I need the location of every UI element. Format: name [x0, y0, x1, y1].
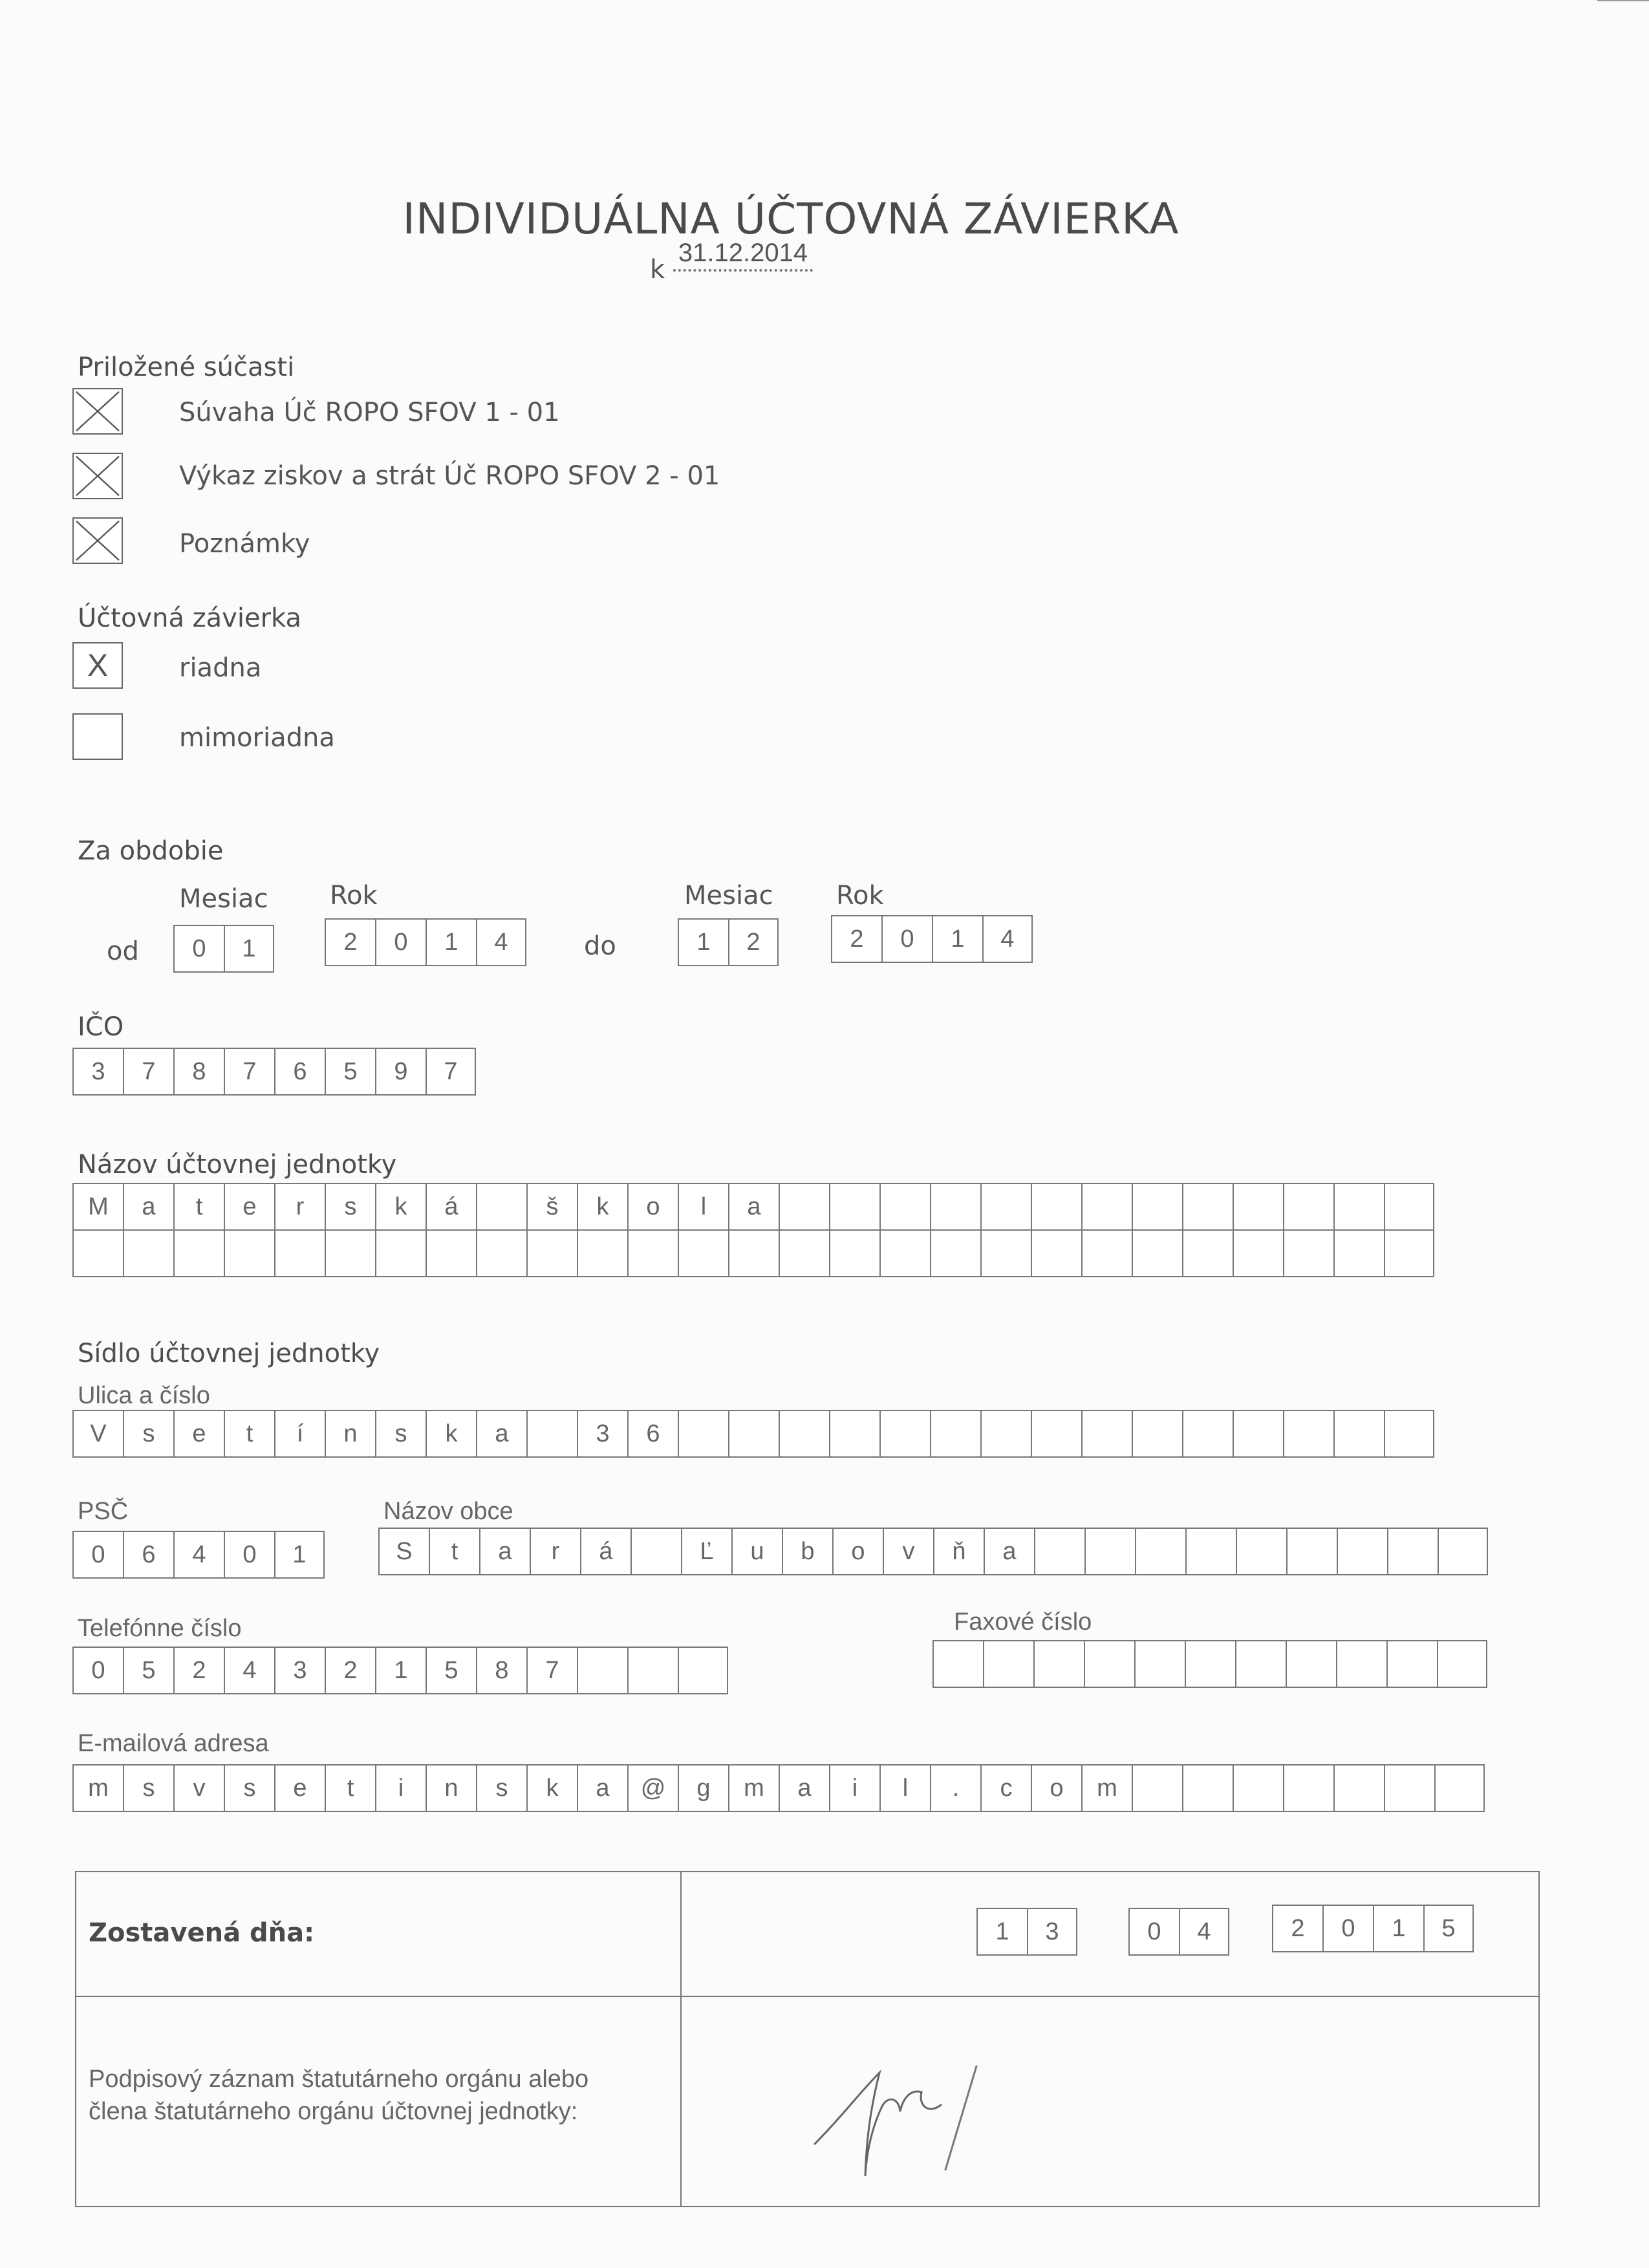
char-box[interactable]: 5: [325, 1048, 375, 1096]
char-box[interactable]: l: [879, 1764, 930, 1812]
from-year-boxes[interactable]: [325, 918, 526, 966]
char-box[interactable]: [930, 1183, 980, 1231]
char-box[interactable]: 2: [173, 1647, 224, 1694]
to-month-label: Mesiac: [684, 881, 773, 911]
char-box[interactable]: [72, 1229, 123, 1277]
signature-label: [89, 2063, 588, 2128]
char-box[interactable]: k: [426, 1410, 476, 1458]
char-box[interactable]: [1081, 1410, 1132, 1458]
char-box[interactable]: [1235, 1640, 1286, 1688]
char-box[interactable]: i: [829, 1764, 879, 1812]
char-box[interactable]: [1134, 1640, 1185, 1688]
char-box[interactable]: @: [627, 1764, 678, 1812]
char-box[interactable]: b: [782, 1528, 832, 1575]
char-box[interactable]: [476, 1229, 526, 1277]
char-box[interactable]: [879, 1410, 930, 1458]
char-box[interactable]: [728, 1229, 779, 1277]
closing-type-heading: Účtovná závierka: [78, 603, 301, 633]
char-box[interactable]: r: [530, 1528, 580, 1575]
report-date: [650, 239, 813, 285]
char-box[interactable]: [1286, 1640, 1336, 1688]
char-box[interactable]: o: [1031, 1764, 1081, 1812]
char-box[interactable]: [630, 1528, 681, 1575]
char-box[interactable]: [980, 1229, 1031, 1277]
char-box[interactable]: 2: [325, 1647, 375, 1694]
ico-boxes[interactable]: [72, 1048, 476, 1096]
char-box[interactable]: 3: [577, 1410, 627, 1458]
compiled-label: Zostavená dňa:: [89, 1918, 315, 1948]
char-box[interactable]: [1081, 1183, 1132, 1231]
char-box[interactable]: 0: [1128, 1908, 1179, 1956]
char-box[interactable]: [1384, 1410, 1434, 1458]
char-box[interactable]: 1: [375, 1647, 426, 1694]
char-box[interactable]: v: [173, 1764, 224, 1812]
char-box[interactable]: [829, 1229, 879, 1277]
fax-boxes[interactable]: [932, 1640, 1487, 1688]
char-box[interactable]: [779, 1410, 829, 1458]
char-box[interactable]: 2: [1272, 1905, 1322, 1952]
char-box[interactable]: t: [173, 1183, 224, 1231]
char-box[interactable]: k: [577, 1183, 627, 1231]
char-box[interactable]: [1286, 1528, 1337, 1575]
char-box[interactable]: [426, 1229, 476, 1277]
char-box[interactable]: a: [476, 1410, 526, 1458]
to-year-label: Rok: [836, 881, 884, 911]
char-box[interactable]: [1283, 1229, 1333, 1277]
char-box[interactable]: [274, 1229, 325, 1277]
attachments-heading: Priložené súčasti: [78, 352, 295, 382]
char-box[interactable]: 4: [224, 1647, 274, 1694]
char-box[interactable]: [1132, 1183, 1182, 1231]
char-box[interactable]: 2: [325, 918, 375, 966]
regular-checkbox[interactable]: [72, 642, 123, 689]
from-label: od: [107, 936, 139, 966]
char-box[interactable]: o: [627, 1183, 678, 1231]
char-box[interactable]: [1233, 1183, 1283, 1231]
char-box[interactable]: e: [224, 1183, 274, 1231]
entity-name-row1[interactable]: [72, 1183, 1434, 1231]
char-box[interactable]: [879, 1229, 930, 1277]
char-box[interactable]: m: [728, 1764, 779, 1812]
char-box[interactable]: [375, 1229, 426, 1277]
char-box[interactable]: .: [930, 1764, 980, 1812]
balance-sheet-label: Súvaha Úč ROPO SFOV 1 - 01: [179, 398, 560, 427]
compiled-year-boxes[interactable]: [1272, 1905, 1474, 1952]
signature-label-line1: Podpisový záznam štatutárneho orgánu alebo: [89, 2066, 589, 2093]
char-box[interactable]: 9: [375, 1048, 426, 1096]
char-box[interactable]: s: [123, 1764, 173, 1812]
char-box[interactable]: [1386, 1640, 1437, 1688]
char-box[interactable]: k: [375, 1183, 426, 1231]
extraordinary-checkbox[interactable]: [72, 713, 123, 760]
char-box[interactable]: [1084, 1528, 1135, 1575]
char-box[interactable]: [577, 1647, 627, 1694]
char-box[interactable]: [1236, 1528, 1286, 1575]
char-box[interactable]: [728, 1410, 779, 1458]
char-box[interactable]: c: [980, 1764, 1031, 1812]
char-box[interactable]: [1384, 1764, 1434, 1812]
balance-sheet-checkbox[interactable]: [72, 388, 123, 435]
phone-boxes[interactable]: [72, 1647, 728, 1694]
char-box[interactable]: [779, 1229, 829, 1277]
char-box[interactable]: s: [224, 1764, 274, 1812]
char-box[interactable]: [1182, 1229, 1233, 1277]
char-box[interactable]: s: [375, 1410, 426, 1458]
char-box[interactable]: [1336, 1640, 1386, 1688]
date-prefix: k: [650, 255, 665, 285]
char-box[interactable]: M: [72, 1183, 123, 1231]
cross-mark-icon: [74, 519, 122, 563]
char-box[interactable]: [1132, 1229, 1182, 1277]
char-box[interactable]: s: [123, 1410, 173, 1458]
char-box[interactable]: 8: [173, 1048, 224, 1096]
cross-mark-icon: [74, 389, 122, 433]
char-box[interactable]: 7: [224, 1048, 274, 1096]
char-box[interactable]: 1: [274, 1531, 325, 1579]
char-box[interactable]: [779, 1183, 829, 1231]
char-box[interactable]: [173, 1229, 224, 1277]
char-box[interactable]: [932, 1640, 983, 1688]
char-box[interactable]: [1031, 1229, 1081, 1277]
char-box[interactable]: u: [731, 1528, 782, 1575]
char-box[interactable]: 5: [123, 1647, 173, 1694]
scan-edge-line: [1597, 0, 1649, 1]
char-box[interactable]: [1384, 1183, 1434, 1231]
char-box[interactable]: 3: [274, 1647, 325, 1694]
char-box[interactable]: í: [274, 1410, 325, 1458]
char-box[interactable]: á: [580, 1528, 630, 1575]
char-box[interactable]: [1233, 1764, 1283, 1812]
char-box[interactable]: 3: [1027, 1908, 1077, 1956]
char-box[interactable]: a: [123, 1183, 173, 1231]
char-box[interactable]: 5: [426, 1647, 476, 1694]
char-box[interactable]: k: [526, 1764, 577, 1812]
char-box[interactable]: 1: [932, 915, 982, 963]
cross-mark-icon: [74, 454, 122, 498]
char-box[interactable]: v: [883, 1528, 933, 1575]
extraordinary-mark: [74, 715, 122, 759]
seat-heading: Sídlo účtovnej jednotky: [78, 1339, 380, 1368]
to-year-boxes[interactable]: [831, 915, 1033, 963]
char-box[interactable]: [930, 1229, 980, 1277]
char-box[interactable]: e: [274, 1764, 325, 1812]
char-box[interactable]: [577, 1229, 627, 1277]
char-box[interactable]: ň: [933, 1528, 984, 1575]
char-box[interactable]: t: [325, 1764, 375, 1812]
section-divider-horizontal: [75, 1996, 1540, 1997]
char-box[interactable]: š: [526, 1183, 577, 1231]
from-month-label: Mesiac: [179, 884, 268, 914]
char-box[interactable]: 1: [426, 918, 476, 966]
char-box[interactable]: 4: [173, 1531, 224, 1579]
from-month-boxes[interactable]: [173, 925, 274, 973]
char-box[interactable]: [1283, 1183, 1333, 1231]
char-box[interactable]: r: [274, 1183, 325, 1231]
char-box[interactable]: a: [479, 1528, 530, 1575]
char-box[interactable]: [1387, 1528, 1438, 1575]
signature-label-line2: člena štatutárneho orgánu účtovnej jednotky:: [89, 2098, 578, 2125]
compiled-day-boxes[interactable]: [976, 1908, 1077, 1956]
char-box[interactable]: 4: [476, 918, 526, 966]
char-box[interactable]: 0: [224, 1531, 274, 1579]
char-box[interactable]: [526, 1410, 577, 1458]
char-box[interactable]: a: [728, 1183, 779, 1231]
char-box[interactable]: [678, 1410, 728, 1458]
char-box[interactable]: 6: [123, 1531, 173, 1579]
char-box[interactable]: S: [378, 1528, 429, 1575]
char-box[interactable]: [1438, 1528, 1488, 1575]
char-box[interactable]: o: [832, 1528, 883, 1575]
char-box[interactable]: 4: [1179, 1908, 1229, 1956]
to-label: do: [584, 931, 616, 961]
char-box[interactable]: 2: [831, 915, 881, 963]
char-box[interactable]: á: [426, 1183, 476, 1231]
char-box[interactable]: V: [72, 1410, 123, 1458]
street-label: Ulica a číslo: [78, 1382, 210, 1409]
char-box[interactable]: [1034, 1528, 1084, 1575]
char-box[interactable]: 0: [173, 925, 224, 973]
char-box[interactable]: [1031, 1183, 1081, 1231]
char-box[interactable]: 0: [375, 918, 426, 966]
char-box[interactable]: [1135, 1528, 1185, 1575]
char-box[interactable]: 6: [627, 1410, 678, 1458]
char-box[interactable]: [1185, 1528, 1236, 1575]
char-box[interactable]: [1182, 1410, 1233, 1458]
income-statement-label: Výkaz ziskov a strát Úč ROPO SFOV 2 - 01: [179, 461, 720, 491]
char-box[interactable]: 7: [426, 1048, 476, 1096]
char-box[interactable]: [1233, 1229, 1283, 1277]
char-box[interactable]: [325, 1229, 375, 1277]
char-box[interactable]: [627, 1647, 678, 1694]
char-box[interactable]: [1132, 1764, 1182, 1812]
char-box[interactable]: [829, 1183, 879, 1231]
char-box[interactable]: [1384, 1229, 1434, 1277]
char-box[interactable]: 3: [72, 1048, 123, 1096]
char-box[interactable]: [627, 1229, 678, 1277]
char-box[interactable]: [1031, 1410, 1081, 1458]
char-box[interactable]: 0: [1322, 1905, 1373, 1952]
extraordinary-label: mimoriadna: [179, 723, 335, 753]
char-box[interactable]: s: [325, 1183, 375, 1231]
notes-label: Poznámky: [179, 529, 310, 559]
char-box[interactable]: 1: [976, 1908, 1027, 1956]
char-box[interactable]: t: [224, 1410, 274, 1458]
char-box[interactable]: [1333, 1764, 1384, 1812]
char-box[interactable]: a: [779, 1764, 829, 1812]
psc-boxes[interactable]: [72, 1531, 325, 1579]
char-box[interactable]: [829, 1410, 879, 1458]
to-month-boxes[interactable]: [678, 918, 779, 966]
char-box[interactable]: [1033, 1640, 1084, 1688]
phone-label: Telefónne číslo: [78, 1615, 242, 1642]
regular-label: riadna: [179, 653, 262, 683]
notes-checkbox[interactable]: [72, 517, 123, 564]
char-box[interactable]: 5: [1423, 1905, 1474, 1952]
char-box[interactable]: i: [375, 1764, 426, 1812]
char-box[interactable]: 0: [881, 915, 932, 963]
char-box[interactable]: [526, 1229, 577, 1277]
fax-label: Faxové číslo: [954, 1608, 1092, 1636]
char-box[interactable]: e: [173, 1410, 224, 1458]
date-value: 31.12.2014: [673, 239, 813, 272]
char-box[interactable]: [879, 1183, 930, 1231]
char-box[interactable]: [1337, 1528, 1387, 1575]
char-box[interactable]: [1084, 1640, 1134, 1688]
compiled-month-boxes[interactable]: [1128, 1908, 1229, 1956]
city-label: Názov obce: [383, 1498, 513, 1525]
handwritten-signature: [802, 2053, 996, 2189]
char-box[interactable]: 1: [224, 925, 274, 973]
char-box[interactable]: [1182, 1183, 1233, 1231]
char-box[interactable]: [678, 1229, 728, 1277]
char-box[interactable]: [678, 1647, 728, 1694]
char-box[interactable]: [1283, 1764, 1333, 1812]
char-box[interactable]: 4: [982, 915, 1033, 963]
char-box[interactable]: [476, 1183, 526, 1231]
char-box[interactable]: a: [577, 1764, 627, 1812]
char-box[interactable]: [1233, 1410, 1283, 1458]
email-boxes[interactable]: [72, 1764, 1485, 1812]
char-box[interactable]: m: [1081, 1764, 1132, 1812]
char-box[interactable]: [980, 1410, 1031, 1458]
char-box[interactable]: n: [325, 1410, 375, 1458]
psc-label: PSČ: [78, 1498, 129, 1525]
char-box[interactable]: [1434, 1764, 1485, 1812]
email-label: E-mailová adresa: [78, 1730, 269, 1757]
char-box[interactable]: [983, 1640, 1033, 1688]
char-box[interactable]: [1333, 1410, 1384, 1458]
ico-label: IČO: [78, 1012, 124, 1042]
char-box[interactable]: 0: [72, 1531, 123, 1579]
char-box[interactable]: 6: [274, 1048, 325, 1096]
char-box[interactable]: [123, 1229, 173, 1277]
char-box[interactable]: [1185, 1640, 1235, 1688]
char-box[interactable]: n: [426, 1764, 476, 1812]
char-box[interactable]: [224, 1229, 274, 1277]
street-boxes[interactable]: [72, 1410, 1434, 1458]
char-box[interactable]: [1283, 1410, 1333, 1458]
page-title: INDIVIDUÁLNA ÚČTOVNÁ ZÁVIERKA: [402, 194, 1180, 244]
char-box[interactable]: g: [678, 1764, 728, 1812]
regular-mark: X: [87, 648, 108, 683]
char-box[interactable]: Ľ: [681, 1528, 731, 1575]
char-box[interactable]: s: [476, 1764, 526, 1812]
city-boxes[interactable]: [378, 1528, 1488, 1575]
char-box[interactable]: [1437, 1640, 1487, 1688]
char-box[interactable]: [1333, 1183, 1384, 1231]
char-box[interactable]: 8: [476, 1647, 526, 1694]
char-box[interactable]: [930, 1410, 980, 1458]
char-box[interactable]: [1081, 1229, 1132, 1277]
period-heading: Za obdobie: [78, 836, 224, 866]
income-statement-checkbox[interactable]: [72, 453, 123, 499]
from-year-label: Rok: [330, 881, 378, 911]
char-box[interactable]: [1333, 1229, 1384, 1277]
char-box[interactable]: a: [984, 1528, 1034, 1575]
char-box[interactable]: [1182, 1764, 1233, 1812]
char-box[interactable]: 1: [1373, 1905, 1423, 1952]
char-box[interactable]: m: [72, 1764, 123, 1812]
char-box[interactable]: t: [429, 1528, 479, 1575]
char-box[interactable]: l: [678, 1183, 728, 1231]
char-box[interactable]: [1132, 1410, 1182, 1458]
char-box[interactable]: 7: [123, 1048, 173, 1096]
entity-name-row2[interactable]: [72, 1229, 1434, 1277]
char-box[interactable]: 0: [72, 1647, 123, 1694]
char-box[interactable]: 1: [678, 918, 728, 966]
char-box[interactable]: [980, 1183, 1031, 1231]
entity-name-label: Názov účtovnej jednotky: [78, 1150, 397, 1180]
char-box[interactable]: 7: [526, 1647, 577, 1694]
section-divider-vertical: [680, 1871, 682, 2207]
char-box[interactable]: 2: [728, 918, 779, 966]
